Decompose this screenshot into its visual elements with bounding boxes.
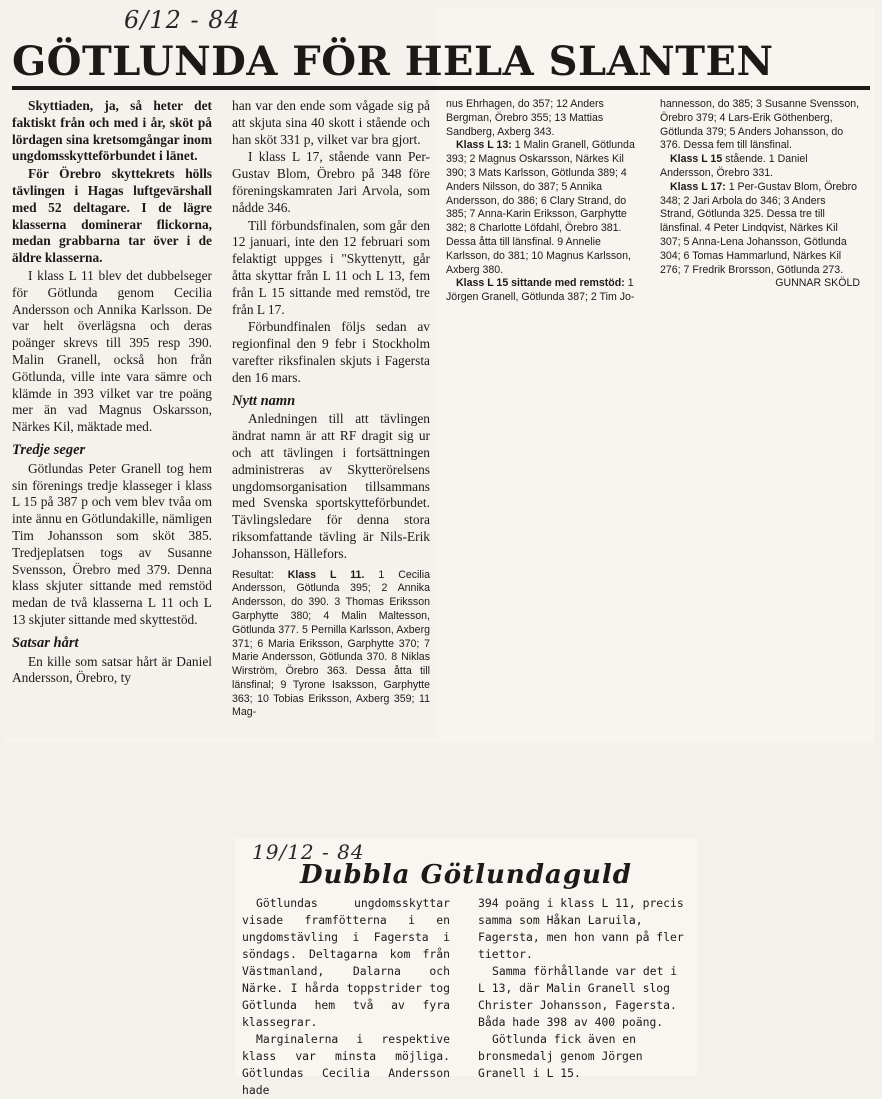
handwritten-date-2: 19/12 - 84 <box>252 840 365 864</box>
results-l17 <box>660 181 860 278</box>
paragraph-continued: han var den ende som vågade sig på att skjuta sina 40 skott i stående och han sköt 331 p, vilket var bra gjort. <box>232 98 430 147</box>
results-class-l13: Klass L 13: <box>456 139 512 152</box>
article2-paragraph-2: Marginalerna i respektive klass var minsta möjliga. Götlundas Cecilia Andersson hade <box>242 1032 450 1097</box>
paragraph-l15: Götlundas Peter Granell tog hem sin förenings tredje klasseger i klass L 15 på 387 p och vem blev tvåa om inte ännu en Götlundakille, nämligen Tim Johansson som sköt 385. Tredjeplatsen togs av Susanne Svensson, Örebro med 379. Denna klass skjuter sittande med remstöd medan de två klasserna L 11 och L 13 skjuter sittande med skyttestöd. <box>12 460 212 627</box>
results-column-4 <box>660 98 860 291</box>
results-l15-text: 1 Jörgen Granell, Götlunda 387; 2 Tim Jo- <box>446 277 635 304</box>
results-l11-continued: nus Ehrhagen, do 357; 12 Anders Bergman, Örebro 355; 13 Mattias Sandberg, Axberg 343. <box>446 98 604 138</box>
results-l15-staende-text: stående. 1 Daniel Andersson, Örebro 331. <box>660 153 808 179</box>
paragraph-forbundsfinal: Till förbundsfinalen, som går den 12 januari, inte den 12 februari som felaktigt uppges i "Skyttenytt, går åtta skyttar från L 11 och L 13, fem från L 15 sittande med remstöd, tre från L 17. <box>232 217 430 317</box>
article2-paragraph-3: 394 poäng i klass L 11, precis samma som Håkan Laruila, Fagersta, men hon vann på fler tiettor. <box>478 896 684 961</box>
article-column-2 <box>232 98 430 721</box>
subheading-nytt-namn: Nytt namn <box>232 392 296 409</box>
results-class-l11: Klass L 11. <box>287 568 365 581</box>
article2-paragraph-4: Samma förhållande var det i L 13, där Malin Granell slog Christer Johansson, Fagersta. Båda hade 398 av 400 poäng. <box>478 964 678 1029</box>
article2-paragraph-5: Götlunda fick även en bronsmedalj genom Jörgen Granell i L 15. <box>478 1032 643 1080</box>
article2-column-1 <box>242 895 450 1099</box>
results-l11-text: 1 Cecilia Andersson, Götlunda 395; 2 Annika Andersson, do 390. 3 Thomas Eriksson Garphytte 380; 4 Malin Maltesson, Götlunda 377. 5 Pernilla Karlsson, Axberg 371; 6 Maria Eriksson, Garphytte 370; 7 Marie Andersson, Götlunda 370. 8 Niklas Wirström, Örebro 363. Dessa åtta till länsfinal; 9 Tyrone Isaksson, Garphytte 363; 10 Tobias Eriksson, Axberg 359; 11 Mag- <box>232 568 430 719</box>
results-class-l15-sittande: Klass L 15 sittande med remstöd: <box>456 277 625 290</box>
lead-paragraph-1: Skyttiaden, ja, så heter det faktiskt från och med i år, sköt på lördagen sina kretsomgångar inom ungdomsskytteförbundet i länet. <box>12 98 212 164</box>
article-column-1 <box>12 98 212 688</box>
paragraph-daniel: En kille som satsar hårt är Daniel Andersson, Örebro, ty <box>12 653 212 686</box>
headline-dubbla: Dubbla Götlundaguld <box>300 860 632 890</box>
results-l11 <box>232 569 430 721</box>
results-class-l17: Klass L 17: <box>670 180 726 193</box>
results-l15-staende <box>660 153 860 181</box>
paragraph-regionfinal: Förbundfinalen följs sedan av regionfinal den 9 febr i Stockholm varefter riksfinalen skjuts i Fagersta den 16 mars. <box>232 319 430 385</box>
paragraph-l11: I klass L 11 blev det dubbelseger för Götlunda genom Cecilia Andersson och Annika Karlsson. De var helt överlägsna och deras poänger skrevs till 395 resp 390. Malin Granell, också hon från Götlunda, ville inte vara sämre och klämde in 393 vilket var tre poäng mer än vad Magnus Oskarsson, Närkes Kil, mäktade med. <box>12 267 212 435</box>
headline-gotlunda: GÖTLUNDA FÖR HELA SLANTEN <box>12 38 870 90</box>
results-l15-sittande <box>446 277 646 305</box>
results-class-l15-staende: Klass L 15 <box>670 153 723 166</box>
article2-column-2 <box>478 895 690 1082</box>
results-l13-text: 1 Malin Granell, Götlunda 393; 2 Magnus Oskarsson, Närkes Kil 390; 3 Mats Karlsson, Götlunda 389; 4 Anders Nilsson, do 387; 5 Annika Andersson, do 386; 6 Clary Strand, do 385; 7 Anna-Karin Eriksson, Garphytte 382; 8 Charlotte Löfdahl, Örebro 381. Dessa åtta till länsfinal. 9 Annelie Karlsson, do 381; 10 Magnus Karlsson, Axberg 380. <box>446 139 635 276</box>
results-l13 <box>446 139 646 277</box>
results-l15-continued: hannesson, do 385; 3 Susanne Svensson, Örebro 379; 4 Lars-Erik Göthenberg, Götlunda 379; 5 Anders Johansson, do 376. Dessa fem till länsfinal. <box>660 98 860 152</box>
paragraph-l17: I klass L 17, stående vann Per-Gustav Blom, Örebro på 348 före föreningskamraten Jari Arvola, som nådde 346. <box>232 149 430 215</box>
byline: GUNNAR SKÖLD <box>775 277 860 290</box>
results-l17-text: 1 Per-Gustav Blom, Örebro 348; 2 Jari Arbola do 346; 3 Anders Strand, Götlunda 325. Dessa tre till länsfinal. 4 Peter Lindqvist, Närkes Kil 307; 5 Anna-Lena Johansson, Götlunda 304; 6 Tomas Hammarlund, Närkes Kil 276; 7 Fredrik Brorsson, Götlunda 273. <box>660 180 858 276</box>
article2-paragraph-1: Götlundas ungdomsskyttar visade framfötterna i en ungdomstävling i Fagersta i söndags. Deltagarna kom från Västmanland, Dalarna och Närke. I hårda toppstrider tog Götlunda hem två av fyra klassegrar. <box>242 896 450 1029</box>
paragraph-nytt-namn: Anledningen till att tävlingen ändrat namn är att RF dragit sig ur och att tävlingen i fortsättningen administreras av Skytterörelsens ungdomsorganisation tillsammans med Svenska sportskytteförbundet. Tävlingsledare för denna stora riksomfattande tävling är Nils-Erik Johansson, Hällefors. <box>232 411 430 561</box>
subheading-tredje-seger: Tredje seger <box>12 441 86 458</box>
lead-paragraph-2: För Örebro skyttekrets hölls tävlingen i Hagas luftgevärshall med 52 deltagare. I de lägre klasserna dominerar flickorna, medan grabbarna tar över i de äldre klasserna. <box>12 166 212 266</box>
results-column-3 <box>446 98 646 305</box>
subheading-satsar-hart: Satsar hårt <box>12 634 79 651</box>
results-label: Resultat: <box>232 568 274 581</box>
handwritten-date-1: 6/12 - 84 <box>124 6 241 34</box>
